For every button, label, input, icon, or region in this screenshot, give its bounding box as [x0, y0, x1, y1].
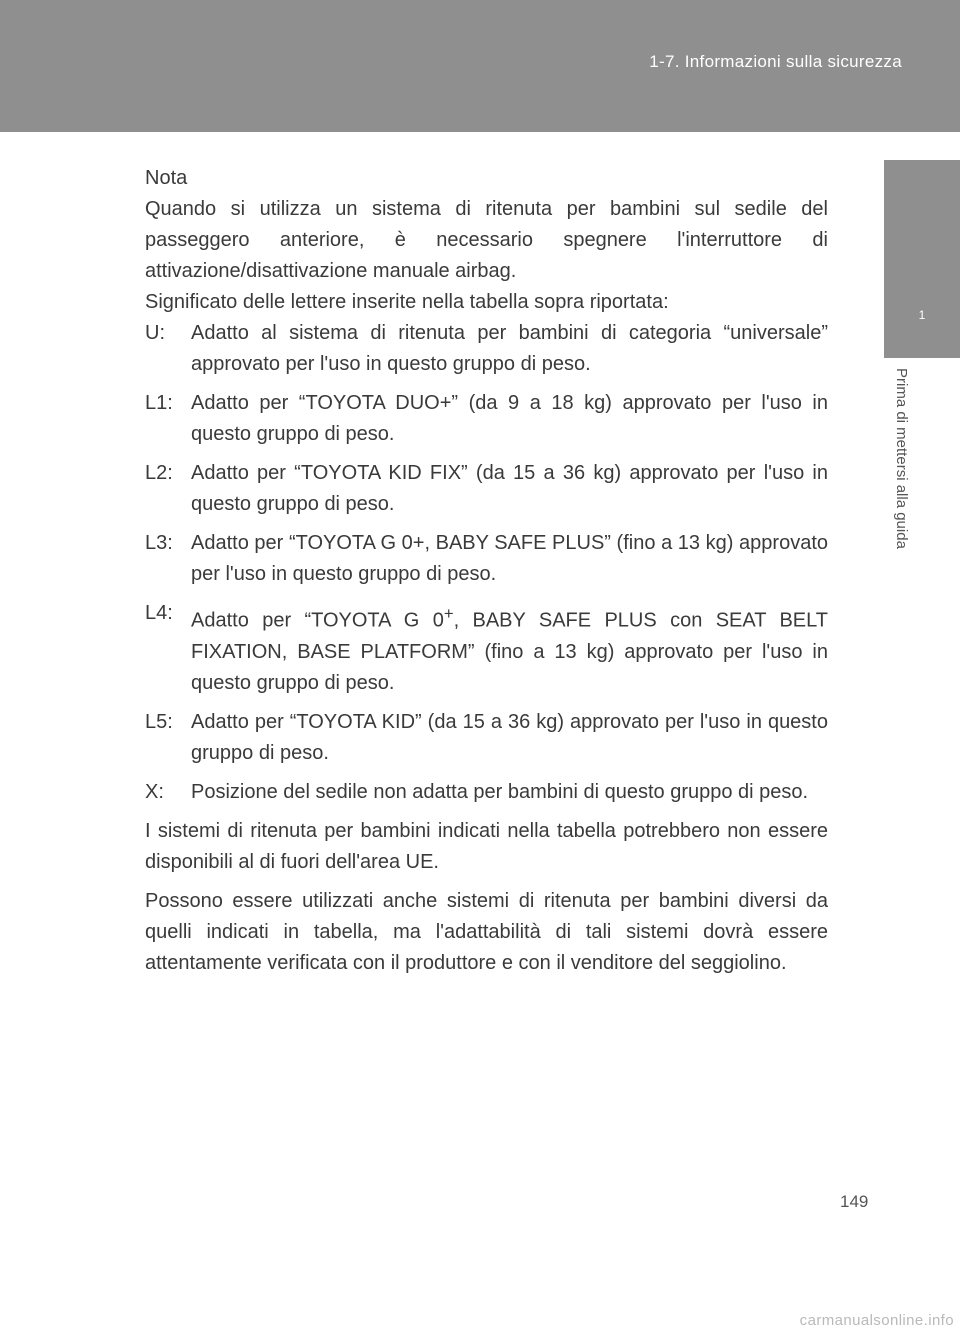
chapter-side-label-wrap [884, 368, 936, 620]
definition-term: U: [145, 322, 165, 344]
definition-term: L5: [145, 710, 173, 733]
definition-item-l2 [145, 458, 828, 520]
definition-item-l3 [145, 528, 828, 590]
definition-term: L1: [145, 392, 173, 414]
intro-paragraph: Quando si utilizza un sistema di ritenuta per bambini sul sedile del passeggero anteriore, è necessario spegnere l'interruttore di attivazione/disattivazione manuale airbag. [145, 198, 828, 282]
definition-text: Adatto per “TOYOTA G 0+, BABY SAFE PLUS” (fino a 13 kg) approvato per l'uso in questo gruppo di peso. [191, 532, 828, 585]
definition-term: L4: [145, 602, 173, 624]
watermark: carmanualsonline.info [799, 1312, 954, 1329]
definition-text [191, 598, 828, 699]
definition-term: L2: [145, 462, 173, 484]
section-title: 1-7. Informazioni sulla sicurezza [649, 52, 902, 71]
definition-text: Adatto al sistema di ritenuta per bambini di categoria “universale” approvato per l'uso in questo gruppo di peso. [191, 322, 828, 375]
page-content [145, 163, 828, 979]
definition-text: Adatto per “TOYOTA KID” (da 15 a 36 kg) approvato per l'uso in questo gruppo di peso. [191, 710, 828, 764]
chapter-tab [884, 160, 960, 358]
definition-item-l4 [145, 598, 828, 699]
definition-item-l5 [145, 707, 828, 769]
definition-item-l1 [145, 388, 828, 450]
header-band [0, 0, 960, 132]
superscript-plus: + [443, 604, 454, 623]
definition-text: Adatto per “TOYOTA KID FIX” (da 15 a 36 kg) approvato per l'uso in questo gruppo di peso. [191, 462, 828, 515]
chapter-side-label: Prima di mettersi alla guida [893, 368, 910, 549]
page-number: 149 [840, 1192, 869, 1211]
note-heading: Nota [145, 167, 188, 189]
definition-term: X: [145, 780, 164, 803]
chapter-number: 1 [918, 308, 926, 322]
availability-paragraph: I sistemi di ritenuta per bambini indicati nella tabella potrebbero non essere disponibili al di fuori dell'area UE. [145, 819, 828, 873]
definition-item-x [145, 777, 828, 808]
definition-text-after: , BABY SAFE PLUS con SEAT BELT FIXATION, BASE PLATFORM” (fino a 13 kg) approvato per l'uso in questo gruppo di peso. [191, 609, 828, 694]
other-systems-paragraph: Possono essere utilizzati anche sistemi di ritenuta per bambini diversi da quelli indicati in tabella, ma l'adattabilità di tali sistemi dovrà essere attentamente verificata con il produttore e con il venditore del seggiolino. [145, 889, 828, 974]
definition-text-before: Adatto per “TOYOTA G 0 [191, 609, 444, 632]
definition-term: L3: [145, 532, 173, 554]
definition-text: Posizione del sedile non adatta per bambini di questo gruppo di peso. [191, 780, 809, 803]
definition-text: Adatto per “TOYOTA DUO+” (da 9 a 18 kg) approvato per l'uso in questo gruppo di peso. [191, 392, 828, 445]
legend-intro: Significato delle lettere inserite nella tabella sopra riportata: [145, 291, 669, 313]
definition-item-u [145, 318, 828, 380]
